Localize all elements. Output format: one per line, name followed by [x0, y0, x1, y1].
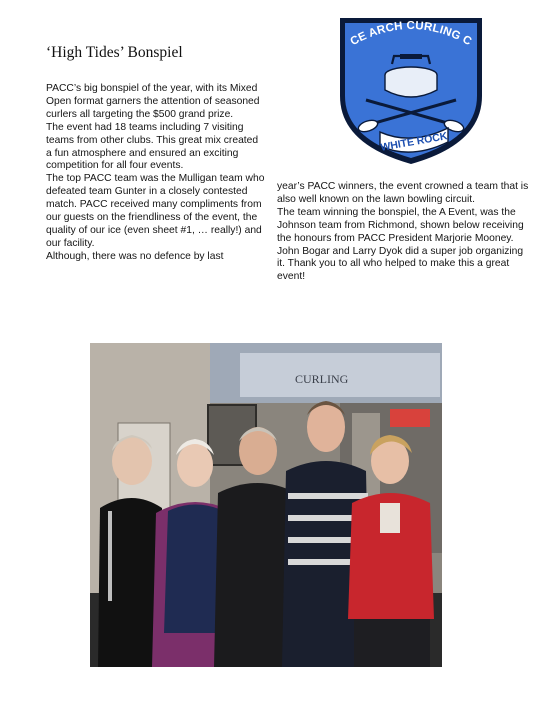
article-left-column — [46, 83, 266, 264]
club-logo — [336, 14, 486, 166]
logo-top-text: CE ARCH CURLING C — [348, 19, 474, 49]
paragraph: John Bogar and Larry Dyok did a super job organizing it. Thank you to all who helped to make this a great event! — [277, 245, 524, 283]
paragraph: Although, there was no defence by last — [46, 250, 224, 262]
club-crest-icon — [336, 14, 486, 166]
group-photo-illustration — [90, 343, 442, 667]
group-photo — [90, 343, 442, 667]
paragraph: The team winning the bonspiel, the A Event, was the Johnson team from Richmond, shown below receiving the honours from PACC President Marjorie Mooney. — [277, 206, 524, 244]
article-right-column — [277, 181, 532, 284]
photo-sign-text: CURLING — [295, 372, 349, 386]
paragraph: year’s PACC winners, the event crowned a team that is also well known on the lawn bowling circuit. — [277, 181, 529, 205]
paragraph: The event had 18 teams including 7 visiting teams from other clubs. This great mix created a fun atmosphere and ensured an exciting competition for all four events. — [46, 121, 259, 172]
logo-bottom-text: WHITE ROCK — [379, 130, 449, 154]
article-title: ‘High Tides’ Bonspiel — [46, 44, 183, 61]
paragraph: PACC’s big bonspiel of the year, with its Mixed Open format garners the attention of seasoned curlers all targeting the $500 grand prize. — [46, 83, 260, 120]
paragraph: The top PACC team was the Mulligan team who defeated team Gunter in a closely contested match. PACC received many compliments from our guests on the friendliness of the event, the quality of our ice (even sheet #1, … really!) and our facility. — [46, 173, 265, 249]
